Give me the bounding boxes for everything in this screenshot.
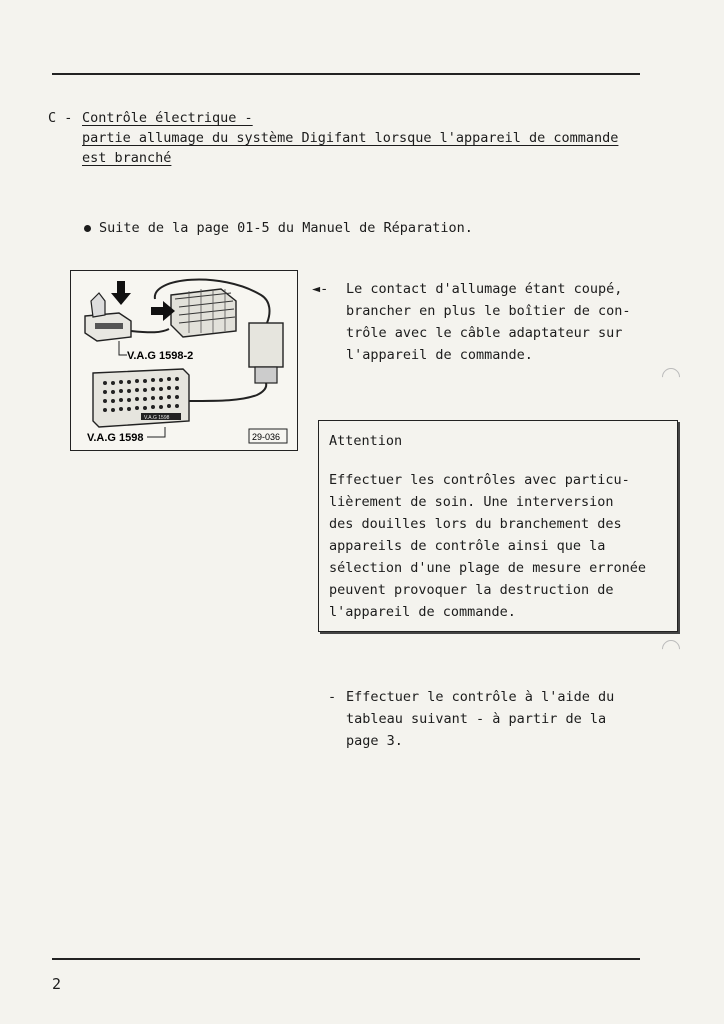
down-arrow-icon [111,281,131,305]
instruction-line: brancher en plus le boîtier de con- [346,303,631,319]
section-title-line: partie allumage du système Digifant lorsque l'appareil de commande [82,130,619,146]
section-letter: C - [48,110,73,126]
section-title-line: est branché [82,150,172,166]
connection-diagram-drawing [71,271,297,450]
bullet-line [84,220,473,236]
control-unit-icon [171,289,236,337]
section-title-line: Contrôle électrique - [82,110,253,126]
attention-line: des douilles lors du branchement des [329,516,622,532]
test-box-label: V.A.G 1598 [144,415,170,421]
instruction-line: Le contact d'allumage étant coupé, [346,281,623,297]
test-cable-icon [189,383,266,401]
figure-ref: 29-036 [252,432,281,442]
attention-line: lièrement de soin. Une interversion [329,494,614,510]
attention-line: peuvent provoquer la destruction de [329,582,614,598]
label-adapter: V.A.G 1598-2 [127,350,194,362]
page-number: 2 [52,975,62,993]
instruction-line: page 3. [346,733,403,749]
cable-icon [131,329,169,332]
connection-diagram [70,270,298,451]
instruction-dash: - [328,689,337,705]
attention-line: sélection d'une plage de mesure erronée [329,560,646,576]
attention-line: appareils de contrôle ainsi que la [329,538,606,554]
bottom-rule [52,958,640,960]
attention-line: l'appareil de commande. [329,604,516,620]
instruction-line: trôle avec le câble adaptateur sur [346,325,623,341]
instruction-line: tableau suivant - à partir de la [346,711,607,727]
instruction-line: Effectuer le contrôle à l'aide du [346,689,615,705]
attention-box [318,420,678,632]
pointer-arrow-icon: ◄- [312,281,329,297]
attention-heading: Attention [329,433,403,449]
top-rule [52,73,640,75]
attention-line: Effectuer les contrôles avec particu- [329,472,630,488]
instruction-line: l'appareil de commande. [346,347,533,363]
adapter-box-icon [249,323,283,383]
punch-hole-icon [658,636,683,661]
section-title [82,108,672,168]
bullet-text: Suite de la page 01-5 du Manuel de Réparation. [99,220,473,236]
test-box-icon [93,369,189,427]
punch-hole-icon [658,364,683,389]
label-test-box: V.A.G 1598 [87,432,144,444]
bullet-dot-icon [84,225,91,232]
